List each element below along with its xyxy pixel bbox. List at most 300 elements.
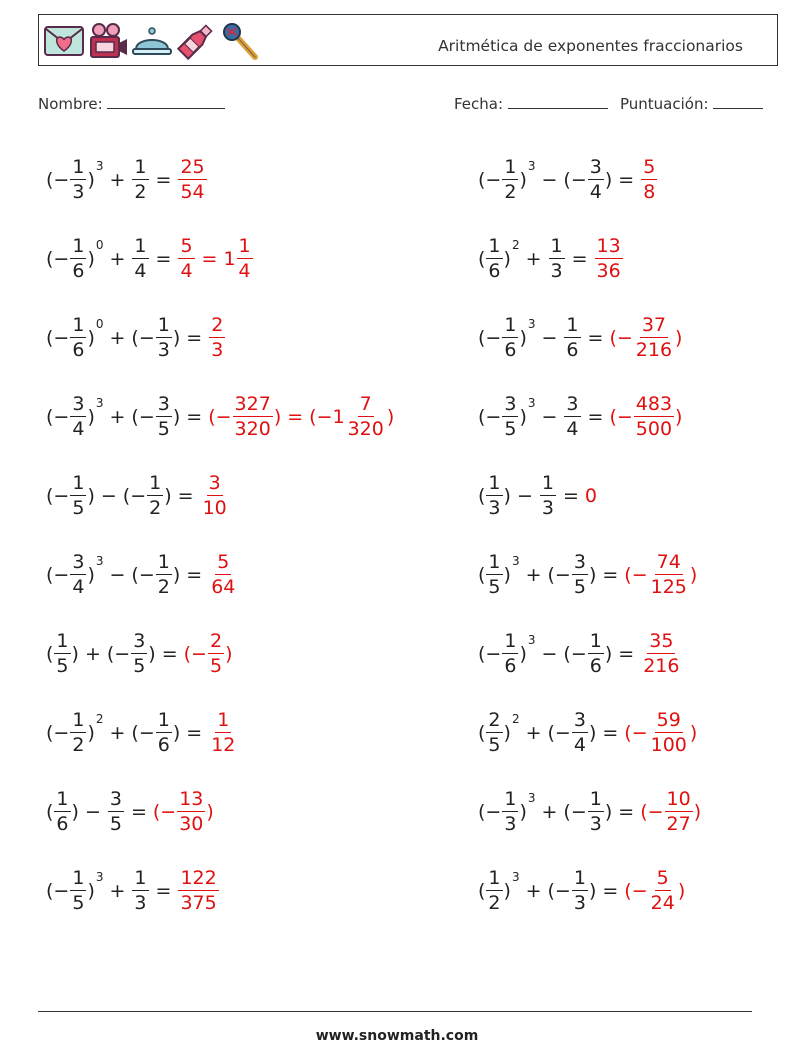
fraction <box>156 550 172 599</box>
equals-sign: = <box>177 484 194 507</box>
problem-item: (− $\frac{1}{6}$ ) 3 − $\frac{1}{6}$ = (− $\frac{37}{216}$ ) <box>478 314 683 361</box>
denominator: 54 <box>180 181 205 203</box>
footer-divider <box>38 1011 752 1012</box>
fraction <box>209 550 237 599</box>
score-field[interactable] <box>620 94 763 113</box>
numerator: 1 <box>56 788 69 810</box>
fraction <box>540 471 556 520</box>
denominator: 216 <box>635 339 673 361</box>
score-label: Puntuación: <box>620 95 709 113</box>
numerator: 1 <box>72 709 85 731</box>
operator: + <box>525 721 542 744</box>
operator: − <box>541 405 558 428</box>
date-field[interactable] <box>454 94 608 113</box>
exponent: 0 <box>95 316 104 331</box>
numerator: 1 <box>504 630 517 652</box>
fraction <box>201 471 229 520</box>
numerator: 1 <box>217 709 230 731</box>
numerator: 1 <box>541 472 554 494</box>
numerator: 2 <box>209 630 223 652</box>
denominator: 5 <box>209 655 223 677</box>
numerator: 1 <box>550 235 563 257</box>
fraction <box>634 313 674 362</box>
name-line <box>107 94 225 109</box>
answer <box>640 155 658 204</box>
fraction <box>156 392 172 441</box>
equals-sign: = <box>201 247 218 270</box>
denominator: 3 <box>550 260 563 282</box>
denominator: 125 <box>650 576 687 598</box>
numerator: 1 <box>488 867 501 889</box>
problem-item: (− $\frac{1}{5}$ ) 3 + $\frac{1}{3}$ = $\frac{122}{375}$ <box>46 851 394 930</box>
fraction <box>132 155 148 204</box>
denominator: 2 <box>157 576 170 598</box>
answer <box>594 234 624 283</box>
numerator: 13 <box>179 788 204 810</box>
numerator: 3 <box>589 156 602 178</box>
problem-item: ( $\frac{1}{3}$ ) − $\frac{1}{3}$ = 0 <box>478 472 597 519</box>
numerator: 1 <box>149 472 162 494</box>
fraction <box>178 234 194 283</box>
denominator: 6 <box>504 339 517 361</box>
numerator: 1 <box>504 314 517 336</box>
numerator: 13 <box>596 235 621 257</box>
header-icons <box>43 21 261 61</box>
equals-sign: = <box>618 800 635 823</box>
denominator: 5 <box>72 892 85 914</box>
operator: + <box>109 326 126 349</box>
denominator: 10 <box>202 497 227 519</box>
problem-item: (− $\frac{1}{6}$ ) 3 − (− $\frac{1}{6}$ ) = $\frac{35}{216}$ <box>478 614 701 693</box>
denominator: 3 <box>211 339 224 361</box>
denominator: 3 <box>488 497 501 519</box>
answer <box>208 313 226 362</box>
operator: − <box>84 800 101 823</box>
numerator: 1 <box>134 867 147 889</box>
denominator: 4 <box>573 734 586 756</box>
denominator: 320 <box>234 418 271 440</box>
numerator: 1 <box>134 235 147 257</box>
operator: − <box>516 484 533 507</box>
denominator: 4 <box>180 260 193 282</box>
fraction <box>588 787 604 836</box>
denominator: 4 <box>238 260 251 282</box>
answer <box>200 471 230 520</box>
fraction <box>486 550 502 599</box>
answer: (− $\frac{2}{5}$ ) <box>183 630 233 677</box>
numerator: 3 <box>566 393 579 415</box>
denominator: 5 <box>72 497 85 519</box>
problem-item: ( $\frac{1}{5}$ ) + (− $\frac{3}{5}$ ) = (− $\frac{2}{5}$ ) <box>46 630 233 677</box>
answer: 0 <box>584 484 597 507</box>
fraction <box>649 708 689 757</box>
fraction <box>595 234 623 283</box>
denominator: 4 <box>72 418 85 440</box>
denominator: 5 <box>488 576 501 598</box>
fraction <box>131 629 147 678</box>
fraction <box>209 708 237 757</box>
fraction <box>564 392 580 441</box>
numerator: 1 <box>72 156 85 178</box>
answer <box>208 708 238 757</box>
numerator: 37 <box>641 314 666 336</box>
page-title: Aritmética de exponentes fraccionarios <box>438 37 743 55</box>
numerator: 3 <box>72 393 85 415</box>
fraction <box>502 392 518 441</box>
numerator: 5 <box>656 867 669 889</box>
fraction <box>70 471 86 520</box>
numerator: 1 <box>72 235 85 257</box>
exponent: 3 <box>95 553 104 568</box>
operator: + <box>525 563 542 586</box>
numerator: 1 <box>504 788 517 810</box>
fraction <box>70 313 86 362</box>
name-label: Nombre: <box>38 95 103 113</box>
score-line <box>713 94 763 109</box>
fraction <box>233 392 273 441</box>
date-line <box>508 94 608 109</box>
fraction <box>208 629 224 678</box>
champagne-bottle-icon <box>175 21 217 61</box>
problem-item: (− $\frac{3}{4}$ ) 3 − (− $\frac{1}{2}$ ) = $\frac{5}{64}$ <box>46 535 394 614</box>
answer: $\frac{5}{4}$ = 1 $\frac{1}{4}$ <box>180 235 251 282</box>
exponent: 2 <box>511 237 520 252</box>
equals-sign: = <box>155 879 172 902</box>
fraction <box>54 629 70 678</box>
exponent: 3 <box>511 553 520 568</box>
numerator: 1 <box>134 156 147 178</box>
footer-url: www.snowmath.com <box>315 1028 479 1044</box>
answer: (− $\frac{74}{125}$ ) <box>624 551 698 598</box>
fraction <box>502 155 518 204</box>
denominator: 12 <box>211 734 236 756</box>
denominator: 6 <box>72 339 85 361</box>
answer <box>208 550 238 599</box>
fraction <box>649 550 689 599</box>
equals-sign: = <box>587 405 604 428</box>
fraction <box>209 313 225 362</box>
answer: (− $\frac{327}{320}$ ) = (−1 $\frac{7}{320}$ ) <box>208 393 395 440</box>
denominator: 24 <box>650 892 675 914</box>
denominator: 6 <box>488 260 501 282</box>
fraction <box>572 866 588 915</box>
fraction <box>132 866 148 915</box>
exponent: 3 <box>95 869 104 884</box>
fraction <box>564 313 580 362</box>
fraction <box>486 708 502 757</box>
fraction <box>634 392 674 441</box>
numerator: 1 <box>72 314 85 336</box>
equals-sign: = <box>602 563 619 586</box>
denominator: 3 <box>157 339 170 361</box>
numerator: 1 <box>589 630 602 652</box>
numerator: 1 <box>488 551 501 573</box>
exponent: 3 <box>95 158 104 173</box>
denominator: 2 <box>488 892 501 914</box>
numerator: 5 <box>643 156 656 178</box>
numerator: 1 <box>589 788 602 810</box>
date-label: Fecha: <box>454 95 504 113</box>
denominator: 5 <box>573 576 586 598</box>
answer: (− $\frac{10}{27}$ ) <box>640 788 702 835</box>
fraction <box>70 866 86 915</box>
denominator: 3 <box>589 813 602 835</box>
numerator: 3 <box>157 393 170 415</box>
denominator: 5 <box>157 418 170 440</box>
operator: + <box>109 879 126 902</box>
denominator: 3 <box>541 497 554 519</box>
fraction <box>572 550 588 599</box>
denominator: 64 <box>211 576 236 598</box>
exponent: 3 <box>511 869 520 884</box>
exponent: 3 <box>527 632 536 647</box>
denominator: 5 <box>133 655 146 677</box>
numerator: 1 <box>573 867 586 889</box>
fraction <box>641 629 681 678</box>
denominator: 5 <box>504 418 517 440</box>
fraction <box>502 313 518 362</box>
denominator: 36 <box>596 260 621 282</box>
operator: + <box>84 642 101 665</box>
equals-sign: = <box>186 563 203 586</box>
problem-item: (− $\frac{1}{5}$ ) − (− $\frac{1}{2}$ ) = $\frac{3}{10}$ <box>46 456 394 535</box>
fraction <box>156 708 172 757</box>
denominator: 5 <box>488 734 501 756</box>
problem-item: ( $\frac{2}{5}$ ) 2 + (− $\frac{3}{4}$ ) = (− $\frac{59}{100}$ ) <box>478 709 698 756</box>
fraction <box>486 471 502 520</box>
problem-item: ( $\frac{1}{6}$ ) 2 + $\frac{1}{3}$ = $\frac{13}{36}$ <box>478 219 701 298</box>
numerator: 10 <box>666 788 691 810</box>
denominator: 4 <box>134 260 147 282</box>
fraction <box>572 708 588 757</box>
numerator: 1 <box>72 472 85 494</box>
numerator: 1 <box>504 156 517 178</box>
equals-sign: = <box>618 642 635 665</box>
numerator: 1 <box>56 630 69 652</box>
exponent: 2 <box>95 711 104 726</box>
denominator: 2 <box>504 181 517 203</box>
fraction <box>132 234 148 283</box>
operator: + <box>525 247 542 270</box>
fraction <box>237 234 253 283</box>
name-field[interactable] <box>38 94 225 113</box>
operator: + <box>109 721 126 744</box>
fraction <box>486 866 502 915</box>
exponent: 3 <box>527 395 536 410</box>
answer: (− $\frac{13}{30}$ ) <box>152 788 214 835</box>
fraction <box>70 234 86 283</box>
equals-sign: = <box>602 879 619 902</box>
problem-item: ( $\frac{1}{5}$ ) 3 + (− $\frac{3}{5}$ ) = (− $\frac{74}{125}$ ) <box>478 551 698 598</box>
denominator: 6 <box>566 339 579 361</box>
fraction <box>70 392 86 441</box>
answer: (− $\frac{483}{500}$ ) <box>609 393 683 440</box>
problem-item: (− $\frac{1}{2}$ ) 2 + (− $\frac{1}{6}$ ) = $\frac{1}{12}$ <box>46 693 394 772</box>
denominator: 4 <box>566 418 579 440</box>
fraction <box>641 155 657 204</box>
problems-left-column <box>46 140 394 930</box>
operator: − <box>541 168 558 191</box>
numerator: 1 <box>72 867 85 889</box>
equals-sign: = <box>130 800 147 823</box>
fraction <box>665 787 693 836</box>
denominator: 8 <box>643 181 656 203</box>
denominator: 500 <box>635 418 673 440</box>
fraction <box>549 234 565 283</box>
numerator: 35 <box>649 630 674 652</box>
answer: (− $\frac{5}{24}$ ) <box>624 867 686 914</box>
numerator: 1 <box>238 235 251 257</box>
denominator: 4 <box>589 181 602 203</box>
operator: + <box>525 879 542 902</box>
numerator: 1 <box>157 314 170 336</box>
answer: (− $\frac{37}{216}$ ) <box>609 314 683 361</box>
numerator: 1 <box>566 314 579 336</box>
numerator: 1 <box>488 472 501 494</box>
fraction <box>156 313 172 362</box>
header-box <box>38 14 778 66</box>
numerator: 1 <box>157 709 170 731</box>
numerator: 3 <box>133 630 146 652</box>
numerator: 74 <box>656 551 681 573</box>
numerator: 5 <box>217 551 230 573</box>
denominator: 2 <box>149 497 162 519</box>
fraction <box>346 392 386 441</box>
equals-sign: = <box>287 405 304 428</box>
denominator: 6 <box>504 655 517 677</box>
denominator: 2 <box>134 181 147 203</box>
equals-sign: = <box>186 721 203 744</box>
numerator: 3 <box>72 551 85 573</box>
operator: + <box>541 800 558 823</box>
denominator: 100 <box>650 734 687 756</box>
exponent: 3 <box>527 316 536 331</box>
numerator: 3 <box>573 551 586 573</box>
operator: + <box>109 247 126 270</box>
numerator: 327 <box>234 393 271 415</box>
denominator: 375 <box>180 892 217 914</box>
operator: − <box>541 326 558 349</box>
denominator: 27 <box>666 813 691 835</box>
equals-sign: = <box>186 326 203 349</box>
denominator: 30 <box>179 813 204 835</box>
equals-sign: = <box>602 721 619 744</box>
numerator: 3 <box>208 472 221 494</box>
numerator: 3 <box>573 709 586 731</box>
numerator: 2 <box>211 314 224 336</box>
equals-sign: = <box>161 642 178 665</box>
fraction <box>502 629 518 678</box>
exponent: 0 <box>95 237 104 252</box>
fraction <box>70 708 86 757</box>
fraction <box>178 155 206 204</box>
denominator: 5 <box>56 655 69 677</box>
numerator: 3 <box>109 788 122 810</box>
fraction <box>54 787 70 836</box>
problem-item: (− $\frac{3}{4}$ ) 3 + (− $\frac{3}{5}$ ) = (− $\frac{327}{320}$ ) = (−1 $\frac{7}{320}$ ) <box>46 393 395 440</box>
numerator: 483 <box>635 393 673 415</box>
numerator: 5 <box>180 235 193 257</box>
answer: (− $\frac{59}{100}$ ) <box>624 709 698 756</box>
fraction <box>147 471 163 520</box>
denominator: 3 <box>134 892 147 914</box>
problem-item: (− $\frac{1}{2}$ ) 3 − (− $\frac{3}{4}$ ) = $\frac{5}{8}$ <box>478 140 701 219</box>
denominator: 216 <box>643 655 680 677</box>
denominator: 5 <box>109 813 122 835</box>
denominator: 6 <box>56 813 69 835</box>
denominator: 6 <box>72 260 85 282</box>
equals-sign: = <box>562 484 579 507</box>
numerator: 1 <box>488 235 501 257</box>
fraction <box>70 155 86 204</box>
movie-camera-icon <box>87 21 129 61</box>
numerator: 59 <box>656 709 681 731</box>
fraction <box>177 787 205 836</box>
problem-item: (− $\frac{1}{6}$ ) 0 + $\frac{1}{4}$ = $\frac{5}{4}$ = 1 $\frac{1}{4}$ <box>46 219 394 298</box>
problem-item: ( $\frac{1}{2}$ ) 3 + (− $\frac{1}{3}$ ) = (− $\frac{5}{24}$ ) <box>478 867 686 914</box>
denominator: 6 <box>157 734 170 756</box>
numerator: 122 <box>180 867 217 889</box>
numerator: 1 <box>157 551 170 573</box>
fraction <box>649 866 677 915</box>
equals-sign: = <box>186 405 203 428</box>
fraction <box>588 155 604 204</box>
numerator: 2 <box>488 709 501 731</box>
denominator: 320 <box>347 418 384 440</box>
problem-item: (− $\frac{1}{3}$ ) 3 + $\frac{1}{2}$ = $\frac{25}{54}$ <box>46 140 394 219</box>
operator: − <box>541 642 558 665</box>
problems-right-column <box>478 140 701 930</box>
fraction <box>70 550 86 599</box>
answer <box>177 155 207 204</box>
fraction <box>178 866 218 915</box>
exponent: 3 <box>95 395 104 410</box>
problem-item: (− $\frac{1}{6}$ ) 0 + (− $\frac{1}{3}$ ) = $\frac{2}{3}$ <box>46 298 394 377</box>
denominator: 3 <box>573 892 586 914</box>
denominator: 3 <box>504 813 517 835</box>
denominator: 6 <box>589 655 602 677</box>
numerator: 7 <box>359 393 372 415</box>
denominator: 3 <box>72 181 85 203</box>
problem-item: ( $\frac{1}{6}$ ) − $\frac{3}{5}$ = (− $\frac{13}{30}$ ) <box>46 788 214 835</box>
equals-sign: = <box>571 247 588 270</box>
exponent: 2 <box>511 711 520 726</box>
answer <box>177 866 219 915</box>
envelope-heart-icon <box>43 21 85 61</box>
exponent: 3 <box>527 158 536 173</box>
food-cloche-icon <box>131 21 173 61</box>
answer <box>640 629 682 678</box>
equals-sign: = <box>587 326 604 349</box>
numerator: 3 <box>504 393 517 415</box>
equals-sign: = <box>155 247 172 270</box>
microphone-icon <box>219 21 261 61</box>
operator: + <box>109 168 126 191</box>
fraction <box>486 234 502 283</box>
equals-sign: = <box>155 168 172 191</box>
fraction <box>502 787 518 836</box>
equals-sign: = <box>618 168 635 191</box>
fraction <box>108 787 124 836</box>
operator: − <box>109 563 126 586</box>
problem-item: (− $\frac{1}{3}$ ) 3 + (− $\frac{1}{3}$ ) = (− $\frac{10}{27}$ ) <box>478 788 702 835</box>
denominator: 2 <box>72 734 85 756</box>
operator: + <box>109 405 126 428</box>
exponent: 3 <box>527 790 536 805</box>
problem-item: (− $\frac{3}{5}$ ) 3 − $\frac{3}{4}$ = (− $\frac{483}{500}$ ) <box>478 393 683 440</box>
fraction <box>588 629 604 678</box>
operator: − <box>100 484 117 507</box>
